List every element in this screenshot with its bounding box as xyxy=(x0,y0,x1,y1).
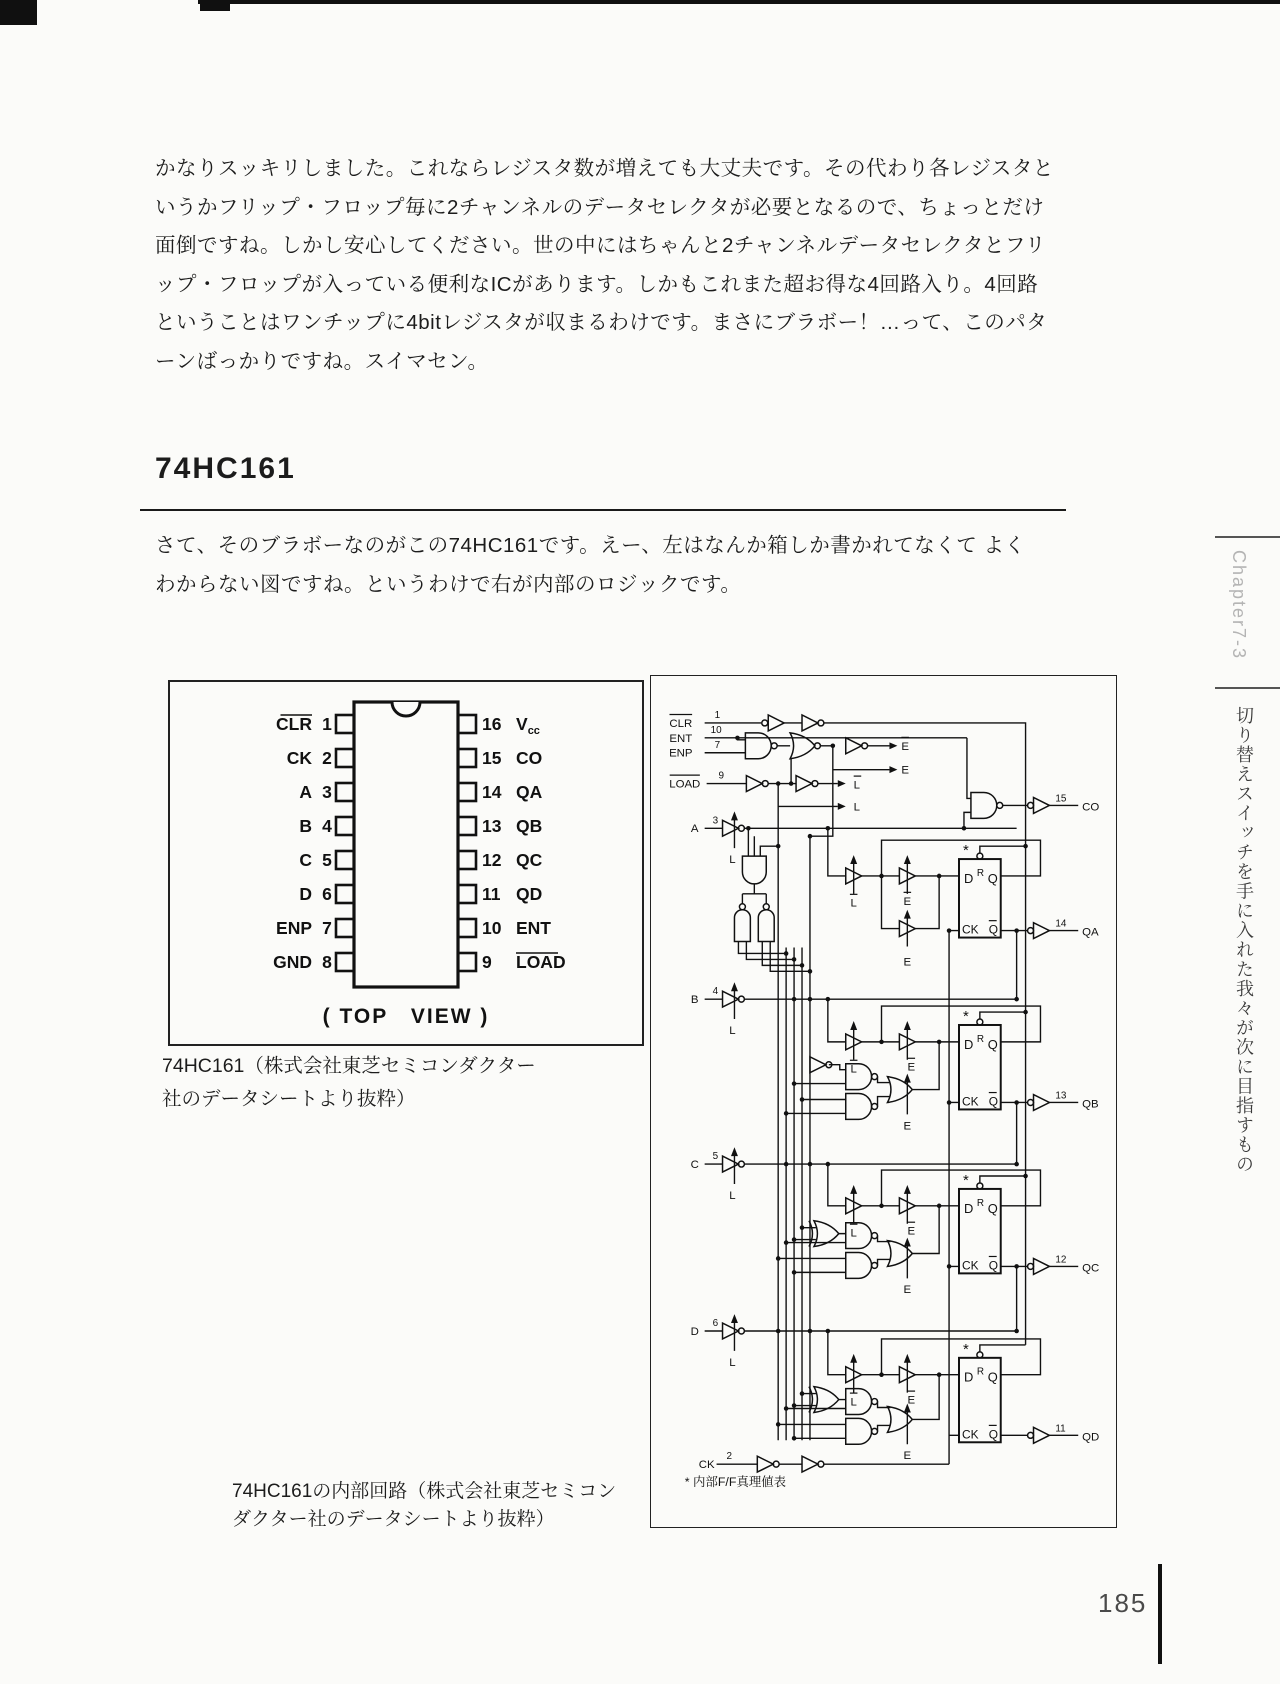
pin-number: 6 xyxy=(322,884,332,904)
circuit-label: 11 xyxy=(1055,1423,1066,1435)
ic-pin xyxy=(336,817,354,835)
circuit-label: Q xyxy=(987,1369,998,1385)
output-buffer-icon xyxy=(1028,797,1050,813)
circuit-label: E xyxy=(907,1394,916,1407)
nand-gate xyxy=(846,1094,878,1120)
pin-number: 4 xyxy=(322,816,332,836)
pin-name: LOAD xyxy=(516,952,566,972)
circuit-label: Q xyxy=(987,1200,998,1216)
ic-pin xyxy=(458,783,476,801)
inverter-icon xyxy=(757,1456,779,1472)
pin-name: D xyxy=(299,884,312,904)
circuit-label: E xyxy=(903,895,912,908)
or-gate xyxy=(790,733,820,759)
pin-name: CO xyxy=(516,748,543,768)
nand-gate xyxy=(734,910,750,942)
page-number: 185 xyxy=(1098,1588,1148,1618)
ic-pin xyxy=(458,885,476,903)
circuit-label: R xyxy=(976,1197,985,1209)
circuit-label: 1 xyxy=(714,709,721,721)
ic-pin xyxy=(458,749,476,767)
heading-rule xyxy=(140,509,1066,511)
circuit-label: Q xyxy=(987,1036,998,1052)
circuit-label: R xyxy=(976,1366,985,1378)
circuit-label: Q xyxy=(987,870,998,886)
circuit-label: D xyxy=(963,1200,974,1216)
pin-number: 8 xyxy=(322,952,332,972)
nand-gate xyxy=(846,1418,878,1444)
intro-line: かなりスッキリしました。これならレジスタ数が増えても大丈夫です。その代わり各レジスタと xyxy=(155,157,1054,180)
circuit-label: CK xyxy=(961,922,979,937)
scan-artifact-blob xyxy=(200,0,230,11)
top-view-label: ( TOP VIEW ) xyxy=(322,1005,490,1028)
circuit-label: 3 xyxy=(712,815,719,827)
circuit-label: 4 xyxy=(712,986,719,998)
pin-name: ENT xyxy=(516,918,551,938)
circuit-labels-layer xyxy=(669,710,1099,1489)
circuit-label: E xyxy=(903,1450,912,1463)
pin-name: CK xyxy=(286,748,312,768)
intro-line: ということはワンチップに4bitレジスタが収まるわけです。まさにブラボー！…って、このパタ xyxy=(155,311,1048,334)
circuit-caption: 74HC161の内部回路（株式会社東芝セミコン ダクター社のデータシートより抜粋） xyxy=(232,1481,617,1530)
nand-gate xyxy=(745,733,777,759)
chapter-title-vertical: 切り替えスイッチを手に入れた我々が次に目指すもの xyxy=(1234,706,1254,1174)
ic-pin xyxy=(458,715,476,733)
ic-pin xyxy=(336,919,354,937)
ic-pin xyxy=(336,953,354,971)
ic-pin xyxy=(458,953,476,971)
circuit-label: B xyxy=(690,994,699,1007)
circuit-label: E xyxy=(907,1225,916,1238)
inverter-icon xyxy=(810,1057,832,1073)
circuit-label: ENT xyxy=(669,732,693,745)
circuit-label: 15 xyxy=(1055,793,1067,805)
ic-pin xyxy=(458,851,476,869)
pin-number: 12 xyxy=(482,850,502,870)
pin-name: QB xyxy=(516,816,543,836)
circuit-label: Q xyxy=(988,922,999,937)
circuit-label: 12 xyxy=(1055,1254,1067,1266)
chapter-label: Chapter7-3 xyxy=(1229,550,1249,661)
page-number-bar xyxy=(1158,1564,1162,1664)
circuit-label: * xyxy=(962,1172,969,1189)
pin-name: QC xyxy=(516,850,543,870)
section-line: さて、そのブラボーなのがこの74HC161です。えー、左はなんか箱しか書かれてなくて よく xyxy=(155,534,1026,557)
pin-name: $V_{cc}$ xyxy=(516,714,540,737)
output-buffer-icon xyxy=(1028,1095,1050,1111)
logic-circuit-diagram xyxy=(651,676,1113,1524)
pin-number: 10 xyxy=(482,918,502,938)
pin-name: ENP xyxy=(276,918,312,938)
pinout-diagram-box xyxy=(168,680,644,1046)
pin-number: 14 xyxy=(482,782,502,802)
circuit-label: E xyxy=(901,764,909,777)
inverter-icon xyxy=(802,1456,824,1472)
circuit-label: 6 xyxy=(712,1318,719,1330)
circuit-label: R xyxy=(976,1033,985,1045)
intro-paragraph xyxy=(155,150,1067,381)
circuit-label: CK xyxy=(961,1427,979,1442)
sidebar-rule-top xyxy=(1215,536,1280,538)
section-line: わからない図ですね。というわけで右が内部のロジックです。 xyxy=(155,572,742,596)
circuit-label: CK xyxy=(961,1258,979,1273)
pin-number: 11 xyxy=(482,884,501,904)
circuit-label: L xyxy=(850,897,857,910)
pin-name: QA xyxy=(516,782,543,802)
pin-number: 1 xyxy=(322,714,332,734)
ic-pin xyxy=(458,919,476,937)
circuit-label: L xyxy=(853,779,861,792)
nand-gate xyxy=(758,910,774,942)
circuit-label: 13 xyxy=(1055,1090,1067,1102)
pin-name: CLR xyxy=(276,714,312,734)
circuit-label: L xyxy=(850,1063,857,1076)
circuit-label: Q xyxy=(988,1258,999,1273)
ic-pin xyxy=(336,783,354,801)
circuit-label: A xyxy=(690,823,699,836)
output-buffer-icon xyxy=(1028,923,1050,939)
circuit-label: D xyxy=(963,1369,974,1385)
circuit-label: 14 xyxy=(1055,918,1067,930)
pinout-diagram xyxy=(170,682,638,1040)
nand-gate xyxy=(971,792,1003,818)
pin-number: 2 xyxy=(322,748,332,768)
circuit-label: * 内部F/F真理値表 xyxy=(684,1474,787,1489)
circuit-label: * xyxy=(962,1341,969,1358)
circuit-label: D xyxy=(690,1325,699,1338)
pin-number: 15 xyxy=(482,748,502,768)
intro-line: ーンばっかりですね。スイマセン。 xyxy=(155,349,489,373)
circuit-label: 7 xyxy=(714,739,721,751)
section-paragraph xyxy=(155,527,1067,604)
circuit-label: * xyxy=(962,843,969,860)
circuit-label: L xyxy=(850,1396,857,1409)
circuit-label: L xyxy=(729,1024,736,1037)
arrowheads-layer xyxy=(731,742,911,1412)
circuit-label: CK xyxy=(961,1094,979,1109)
circuit-label: QA xyxy=(1082,926,1099,939)
circuit-label: CO xyxy=(1082,801,1100,814)
inverter-icon xyxy=(762,715,784,731)
inverter-icon xyxy=(796,776,818,792)
pin-name: B xyxy=(299,816,312,836)
pin-name: A xyxy=(299,782,312,802)
pin-name: QD xyxy=(516,884,543,904)
pin-number: 9 xyxy=(482,952,492,972)
ic-pin xyxy=(336,851,354,869)
input-buffer-icon xyxy=(723,991,745,1007)
output-buffer-icon xyxy=(1028,1427,1050,1443)
ic-package xyxy=(354,702,458,987)
circuit-label: QD xyxy=(1082,1431,1100,1444)
circuit-label: 10 xyxy=(710,724,722,736)
logic-circuit-box xyxy=(650,675,1117,1528)
input-buffer-icon xyxy=(723,1323,745,1339)
circuit-label: QB xyxy=(1082,1098,1099,1111)
circuit-label: D xyxy=(963,1036,974,1052)
scan-artifact-corner xyxy=(0,0,37,25)
circuit-label: E xyxy=(903,1284,912,1297)
circuit-label: ENP xyxy=(669,747,693,760)
circuit-label: Q xyxy=(988,1094,999,1109)
circuit-label: E xyxy=(907,1061,916,1074)
pinout-caption: 74HC161（株式会社東芝セミコンダクター 社のデータシートより抜粋） xyxy=(162,1055,536,1110)
circuit-label: 5 xyxy=(712,1151,719,1163)
circuit-label: 2 xyxy=(726,1451,733,1463)
circuit-label: R xyxy=(976,867,985,879)
pin-number: 3 xyxy=(322,782,332,802)
intro-line: いうかフリップ・フロップ毎に2チャンネルのデータセレクタが必要となるので、ちょっとだけ xyxy=(155,195,1045,219)
section-heading: 74HC161 xyxy=(155,452,296,485)
circuit-label: 9 xyxy=(718,770,725,782)
circuit-label: L xyxy=(729,1356,736,1369)
circuit-label: L xyxy=(729,854,736,867)
circuit-label: LOAD xyxy=(669,778,701,791)
pin-number: 5 xyxy=(322,850,332,870)
circuit-label: CLR xyxy=(669,717,693,730)
inverter-icon xyxy=(846,738,868,754)
circuit-label: Q xyxy=(988,1427,999,1442)
sidebar-rule-bottom xyxy=(1215,687,1280,689)
intro-line: 面倒ですね。しかし安心してください。世の中にはちゃんと2チャンネルデータセレクタとフリ xyxy=(155,234,1047,257)
circuit-label: E xyxy=(903,956,912,969)
circuit-label: L xyxy=(729,1189,736,1202)
ic-pin xyxy=(336,749,354,767)
circuit-label: CK xyxy=(698,1459,715,1472)
pin-number: 7 xyxy=(322,918,332,938)
pin-number: 13 xyxy=(482,816,502,836)
pin-name: C xyxy=(299,850,312,870)
circuit-label: * xyxy=(962,1009,969,1026)
wires-layer xyxy=(705,723,1079,1464)
ic-pin xyxy=(336,885,354,903)
input-buffer-icon xyxy=(723,1156,745,1172)
circuit-label: L xyxy=(853,801,861,814)
circuit-label: E xyxy=(901,740,909,753)
ic-pin xyxy=(336,715,354,733)
nand-gate xyxy=(846,1253,878,1279)
circuit-label: E xyxy=(903,1120,912,1133)
scan-artifact-topline xyxy=(198,0,1280,4)
inverter-icon xyxy=(746,776,768,792)
input-buffer-icon xyxy=(723,820,745,836)
intro-line: ップ・フロップが入っている便利なICがあります。しかもこれまた超お得な4回路入り。4回路 xyxy=(155,272,1039,296)
circuit-label: D xyxy=(963,870,974,886)
pin-name: GND xyxy=(273,952,312,972)
inverter-icon xyxy=(802,715,824,731)
output-buffer-icon xyxy=(1028,1258,1050,1274)
ic-pin xyxy=(458,817,476,835)
pin-number: 16 xyxy=(482,714,502,734)
circuit-label: L xyxy=(850,1227,857,1240)
circuit-label: C xyxy=(690,1159,699,1172)
circuit-label: QC xyxy=(1082,1262,1100,1275)
and-gate xyxy=(739,856,769,910)
